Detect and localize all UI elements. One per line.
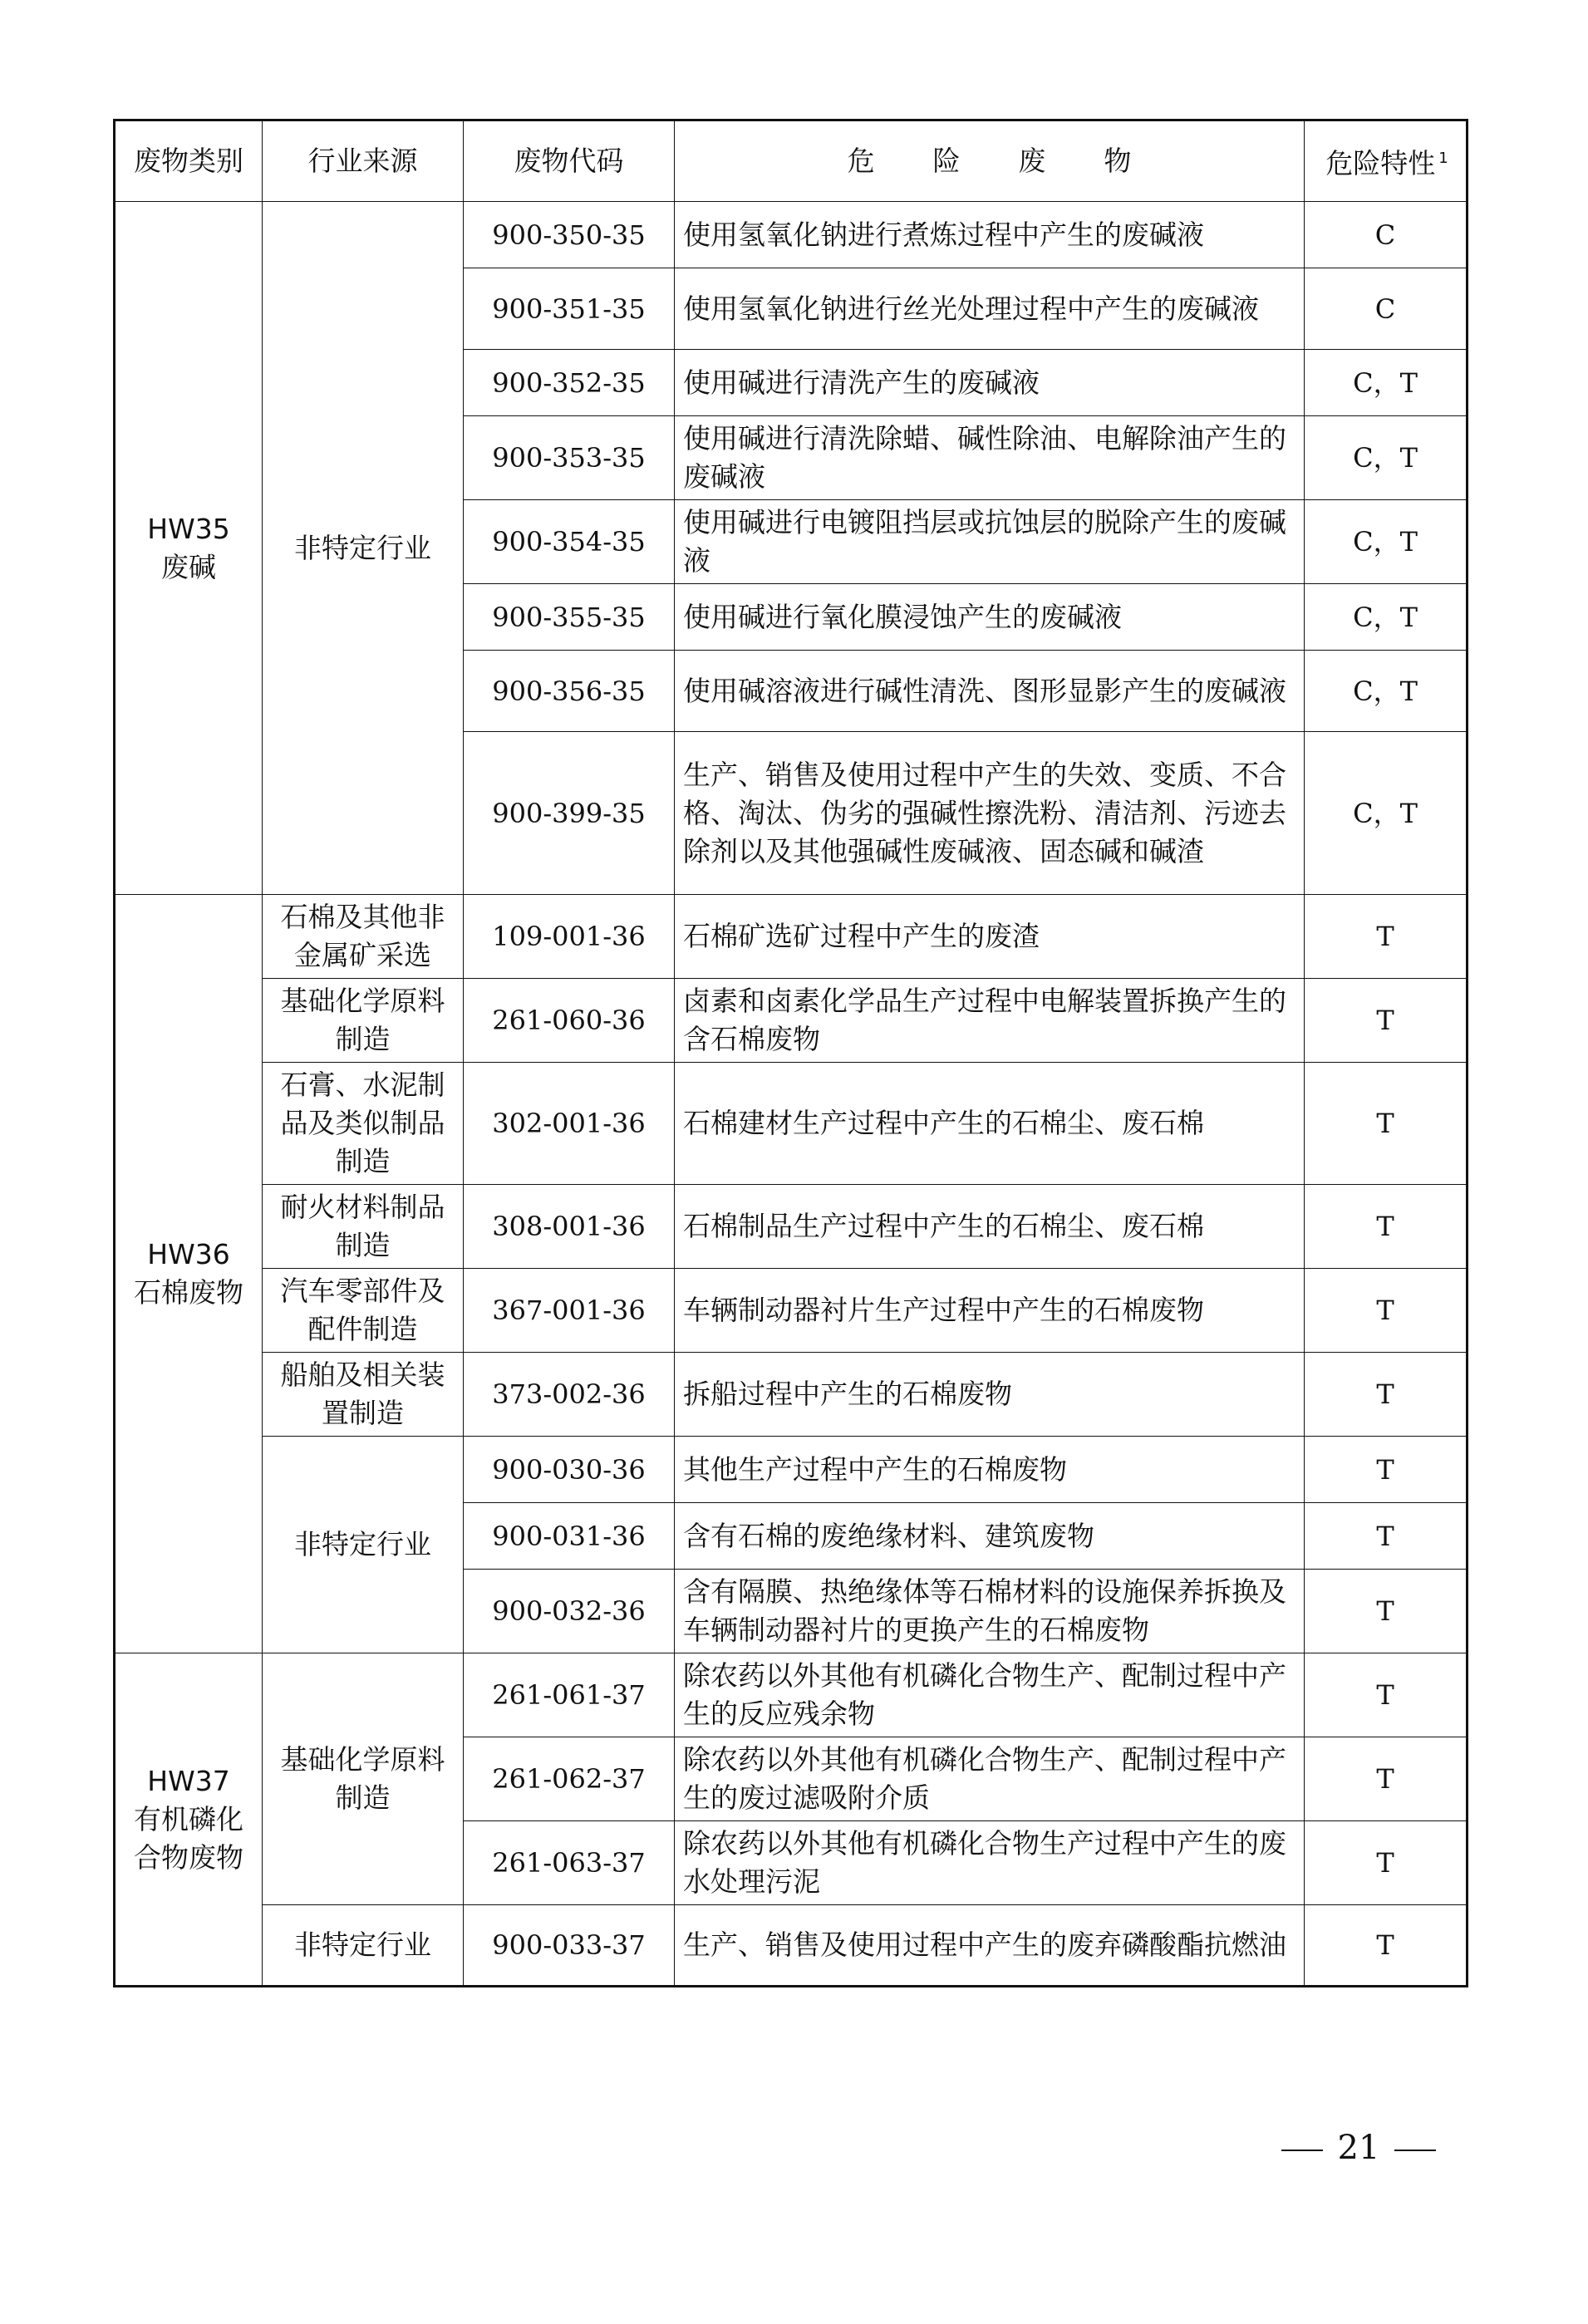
table-row: [115, 1063, 1468, 1185]
industry-source: 船舶及相关装置制造: [263, 1353, 464, 1437]
hazard-characteristic: C，T: [1305, 584, 1468, 651]
waste-code: 900-353-35: [464, 416, 675, 500]
header-hazard-footnote: 1: [1438, 150, 1448, 167]
industry-source: 汽车零部件及配件制造: [263, 1269, 464, 1353]
category-hw37: HW37 有机磷化合物废物: [115, 1653, 263, 1987]
hazard-characteristic: T: [1305, 1185, 1468, 1269]
table-header-row: [115, 120, 1468, 202]
hazard-characteristic: T: [1305, 1269, 1468, 1353]
waste-code: 308-001-36: [464, 1185, 675, 1269]
table-row: [115, 1185, 1468, 1269]
hazard-characteristic: T: [1305, 1737, 1468, 1821]
waste-code: 373-002-36: [464, 1353, 675, 1437]
table-row: [115, 202, 1468, 268]
header-industry: 行业来源: [263, 120, 464, 202]
hazard-characteristic: C，T: [1305, 732, 1468, 895]
waste-code: 261-060-36: [464, 979, 675, 1063]
waste-description: 使用碱进行电镀阻挡层或抗蚀层的脱除产生的废碱液: [675, 500, 1305, 584]
hazard-characteristic: T: [1305, 979, 1468, 1063]
waste-code: 109-001-36: [464, 895, 675, 979]
hazard-characteristic: C，T: [1305, 500, 1468, 584]
table-row: [115, 1353, 1468, 1437]
hazard-characteristic: T: [1305, 1570, 1468, 1653]
waste-description: 车辆制动器衬片生产过程中产生的石棉废物: [675, 1269, 1305, 1353]
waste-code: 900-350-35: [464, 202, 675, 268]
header-waste: 危 险 废 物: [675, 120, 1305, 202]
header-category: 废物类别: [115, 120, 263, 202]
hazard-characteristic: C，T: [1305, 651, 1468, 732]
industry-source: 石棉及其他非金属矿采选: [263, 895, 464, 979]
waste-description: 其他生产过程中产生的石棉废物: [675, 1437, 1305, 1503]
waste-description: 含有隔膜、热绝缘体等石棉材料的设施保养拆换及车辆制动器衬片的更换产生的石棉废物: [675, 1570, 1305, 1653]
industry-source: 基础化学原料制造: [263, 979, 464, 1063]
waste-description: 石棉建材生产过程中产生的石棉尘、废石棉: [675, 1063, 1305, 1185]
waste-code: 302-001-36: [464, 1063, 675, 1185]
waste-description: 石棉制品生产过程中产生的石棉尘、废石棉: [675, 1185, 1305, 1269]
waste-description: 使用氢氧化钠进行煮炼过程中产生的废碱液: [675, 202, 1305, 268]
waste-code: 367-001-36: [464, 1269, 675, 1353]
waste-code: 900-030-36: [464, 1437, 675, 1503]
waste-description: 石棉矿选矿过程中产生的废渣: [675, 895, 1305, 979]
waste-description: 卤素和卤素化学品生产过程中电解装置拆换产生的含石棉废物: [675, 979, 1305, 1063]
waste-description: 除农药以外其他有机磷化合物生产过程中产生的废水处理污泥: [675, 1821, 1305, 1905]
header-code: 废物代码: [464, 120, 675, 202]
hazard-characteristic: T: [1305, 1353, 1468, 1437]
hazard-characteristic: T: [1305, 895, 1468, 979]
waste-code: 900-032-36: [464, 1570, 675, 1653]
category-hw35: HW35 废碱: [115, 202, 263, 895]
category-hw36: HW36 石棉废物: [115, 895, 263, 1653]
hazard-characteristic: T: [1305, 1063, 1468, 1185]
hazard-characteristic: T: [1305, 1503, 1468, 1570]
industry-source: 基础化学原料制造: [263, 1653, 464, 1905]
waste-description: 拆船过程中产生的石棉废物: [675, 1353, 1305, 1437]
waste-description: 含有石棉的废绝缘材料、建筑废物: [675, 1503, 1305, 1570]
waste-code: 900-351-35: [464, 268, 675, 350]
hazard-characteristic: C: [1305, 268, 1468, 350]
table-row: [115, 1905, 1468, 1987]
page-number-dash-right: [1394, 2150, 1436, 2151]
waste-code: 261-063-37: [464, 1821, 675, 1905]
waste-code: 261-061-37: [464, 1653, 675, 1737]
table-row: [115, 1437, 1468, 1503]
waste-description: 使用氢氧化钠进行丝光处理过程中产生的废碱液: [675, 268, 1305, 350]
hazard-characteristic: T: [1305, 1821, 1468, 1905]
industry-source: 非特定行业: [263, 1905, 464, 1987]
hazard-characteristic: C，T: [1305, 350, 1468, 416]
waste-description: 生产、销售及使用过程中产生的失效、变质、不合格、淘汰、伪劣的强碱性擦洗粉、清洁剂、污迹去除剂以及其他强碱性废碱液、固态碱和碱渣: [675, 732, 1305, 895]
waste-code: 900-399-35: [464, 732, 675, 895]
hazard-characteristic: T: [1305, 1905, 1468, 1987]
waste-code: 900-031-36: [464, 1503, 675, 1570]
industry-source: 非特定行业: [263, 1437, 464, 1653]
industry-source: 耐火材料制品制造: [263, 1185, 464, 1269]
waste-description: 使用碱溶液进行碱性清洗、图形显影产生的废碱液: [675, 651, 1305, 732]
waste-code: 900-356-35: [464, 651, 675, 732]
page-number: [1263, 2127, 1454, 2169]
waste-code: 261-062-37: [464, 1737, 675, 1821]
table-row: [115, 1653, 1468, 1737]
waste-code: 900-033-37: [464, 1905, 675, 1987]
waste-code: 900-355-35: [464, 584, 675, 651]
header-hazard: 危险特性 $^1$: [1305, 120, 1468, 202]
table-row: [115, 895, 1468, 979]
hazard-characteristic: T: [1305, 1653, 1468, 1737]
waste-code: 900-354-35: [464, 500, 675, 584]
waste-description: 除农药以外其他有机磷化合物生产、配制过程中产生的反应残余物: [675, 1653, 1305, 1737]
waste-description: 使用碱进行氧化膜浸蚀产生的废碱液: [675, 584, 1305, 651]
hazardous-waste-table: [113, 119, 1468, 1987]
industry-source: 石膏、水泥制品及类似制品制造: [263, 1063, 464, 1185]
table-row: [115, 979, 1468, 1063]
waste-code: 900-352-35: [464, 350, 675, 416]
waste-description: 使用碱进行清洗除蜡、碱性除油、电解除油产生的废碱液: [675, 416, 1305, 500]
hazard-characteristic: C，T: [1305, 416, 1468, 500]
waste-description: 使用碱进行清洗产生的废碱液: [675, 350, 1305, 416]
page-number-dash-left: [1281, 2150, 1323, 2151]
page-number-value: 21: [1337, 2129, 1380, 2167]
table-row: [115, 1269, 1468, 1353]
waste-description: 生产、销售及使用过程中产生的废弃磷酸酯抗燃油: [675, 1905, 1305, 1987]
waste-description: 除农药以外其他有机磷化合物生产、配制过程中产生的废过滤吸附介质: [675, 1737, 1305, 1821]
industry-hw35: 非特定行业: [263, 202, 464, 895]
hazard-characteristic: T: [1305, 1437, 1468, 1503]
hazard-characteristic: C: [1305, 202, 1468, 268]
